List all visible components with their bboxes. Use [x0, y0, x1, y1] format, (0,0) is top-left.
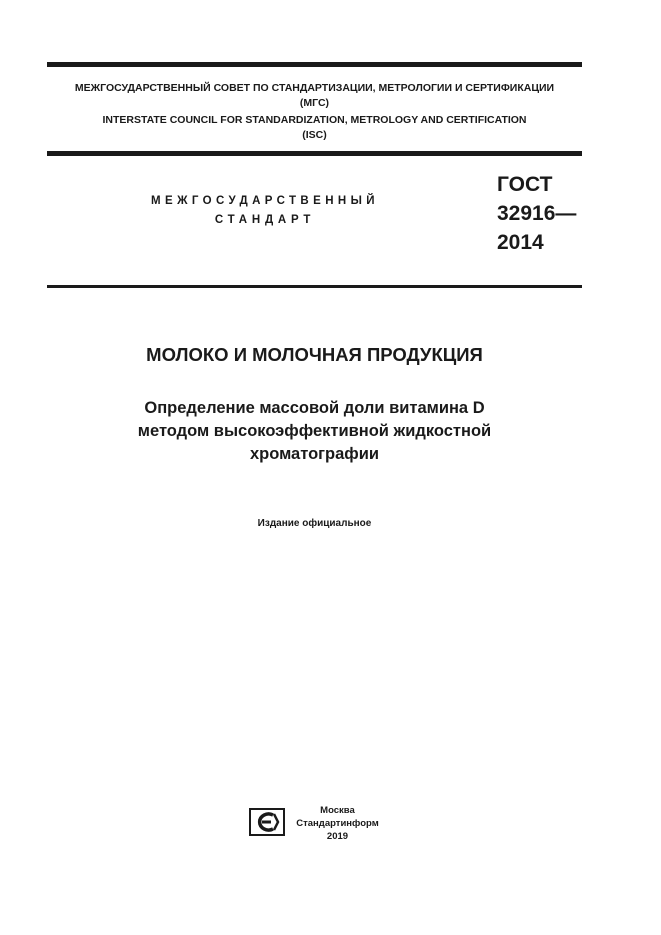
publisher-name: Стандартинформ: [296, 818, 379, 829]
subtitle-line: Определение массовой доли витамина D: [144, 399, 485, 417]
council-abbr-en: (ISC): [302, 129, 327, 141]
gost-year: 2014: [497, 231, 544, 254]
subtitle-line: методом высокоэффективной жидкостной: [137, 422, 492, 440]
council-abbr-ru: (МГС): [299, 97, 330, 109]
title-divider: [47, 285, 582, 288]
document-title: МОЛОКО И МОЛОЧНАЯ ПРОДУКЦИЯ: [146, 344, 483, 365]
standartinform-logo-icon: [249, 808, 285, 836]
publication-year: 2019: [326, 831, 349, 842]
gost-label: ГОСТ: [497, 173, 553, 196]
document-subtitle: [47, 397, 582, 466]
publisher-info: [290, 804, 385, 843]
gost-designation: [497, 170, 607, 257]
standard-type-line2: СТАНДАРТ: [214, 214, 316, 226]
subtitle-line: хроматографии: [249, 445, 380, 463]
council-name-ru-line: МЕЖГОСУДАРСТВЕННЫЙ СОВЕТ ПО СТАНДАРТИЗАЦИИ, МЕТРОЛОГИИ И СЕРТИФИКАЦИИ: [74, 82, 555, 94]
council-name-en: [47, 113, 582, 143]
middle-divider: [47, 151, 582, 156]
edition-note: Издание официальное: [257, 518, 372, 529]
gost-number: 32916—: [497, 202, 577, 225]
council-name-ru: [47, 81, 582, 111]
council-name-en-line: INTERSTATE COUNCIL FOR STANDARDIZATION, METROLOGY AND CERTIFICATION: [102, 114, 527, 126]
top-divider: [47, 62, 582, 67]
publisher-city: Москва: [320, 805, 355, 816]
standard-type-line1: МЕЖГОСУДАРСТВЕННЫЙ: [151, 195, 379, 207]
